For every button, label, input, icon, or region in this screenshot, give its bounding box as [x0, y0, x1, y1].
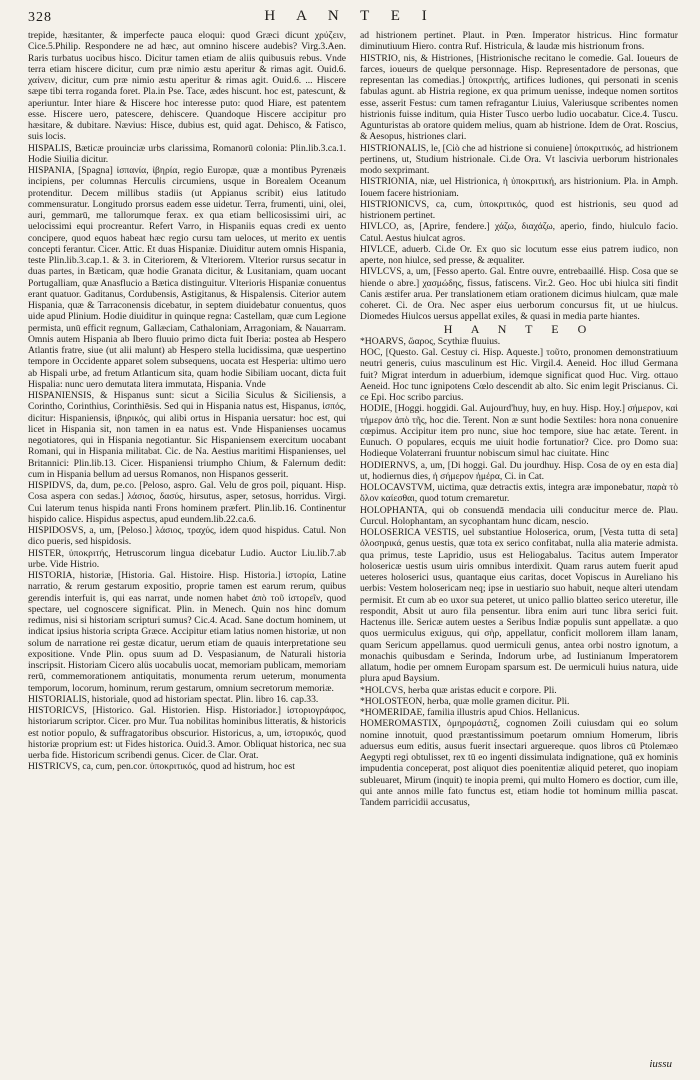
dictionary-entry: HIVLCO, as, [Aprire, fendere.] χάζω, διαχάζω, aperio, findo, hiulculo facio. Catul. Aestus hiulcat agros. — [360, 221, 678, 244]
dictionary-entry: HISTRIONICVS, ca, cum, ὑποκριτικός, quod est histrionis, seu quod ad histrionem pertinet. — [360, 198, 678, 221]
catchword: iussu — [649, 1058, 672, 1070]
dictionary-entry: HODIERNVS, a, um, [Di hoggi. Gal. Du jourdhuy. Hisp. Cosa de oy en esta dia] ut, hodiernus dies, ἡ σήμερον ἡμέρα, Ci. in Cat. — [360, 459, 678, 482]
dictionary-entry: *HOLCVS, herba quæ aristas educit e corpore. Pli. — [360, 684, 557, 696]
dictionary-entry: HIVLCE, aduerb. Ci.de Or. Ex quo sic locutum esse eius patrem iudico, non aperte, non hiulce, sed presse, & æqualiter. — [360, 243, 678, 266]
dictionary-entry: HOC, [Questo. Gal. Cestuy ci. Hisp. Aqueste.] τοῦτο, pronomen demonstratiuum neutri generis, cuius masculinum est Hic. Virgil.4. Aeneid. Hoc illud Germana fuit? Migrat interdum in aduerbium, idemque significat quod Huc. Virg. ottauo Aeneid. Hoc tunc ignipotens Cœlo descendit ab alto. Sic enim legit Priscianus. Ci. ce Epi. Hoc scribo parcius. — [360, 347, 678, 403]
dictionary-entry: *HOARVS, ὥαρος, Scythiæ fluuius. — [360, 335, 501, 347]
dictionary-entry: HISPANIENSIS, & Hispanus sunt: sicut a Sicilia Siculus & Siciliensis, a Corintho, Corinthius, Corinthiēsis. Sed qui in Hispania natus est, Hispanus, ἰσπός, dicitur: Hispaniensis, ἰβηρικός, qui alibi ortus in Hispania uersatur: hoc est, qui licet in Hispania sit, non tamen in ea natus est. Vnde Hispanienses uocamus negotiatores, qui in Hispania negotiantur. Sic Hispaniensem exercitum uocabant Romani, qui in Hispania militabat. Cic. de Na. Aestius maritimi Hispanienses, uel Britannici: Plin.lib.13. Cicer. Hispaniensi triumpho Chium, & Falernum dedit: cum in Hispania bellum ad uersus Romanos, non Hispanos gesserit. — [28, 390, 346, 480]
dictionary-entry: HISTORICVS, [Historico. Gal. Historien. Hisp. Historiador.] ἱστοριογράφος, historiarum scriptor. Cicer. pro Mur. Tua nobilitas hominibus litteratis, & historicis est notior populo, & suffragatoribus obscurior. Historicus, a, um, ἱστορικός, quod historiæ proprium est: ut Fides historica. Ouid.3. Amor. Obliquat historica, nec sua uerba fide. Historicum scribendi genus. Cicer. de Clar. Orat. — [28, 705, 346, 761]
dictionary-entry: *HOLOSTEON, herba, quæ molle gramen dicitur. Pli. — [360, 695, 570, 707]
running-head: H A N T E I — [264, 8, 436, 24]
dictionary-entry: HISTER, ὑποκριτής, Hetruscorum lingua dicebatur Ludio. Auctor Liu.lib.7.ab urbe. Vide Histrio. — [28, 547, 346, 570]
dictionary-entry: HISTORIA, historiæ, [Historia. Gal. Histoire. Hisp. Historia.] ἱστορία, Latine narratio, & rerum gestarum expositio, proprie tamen est earum rerum, quibus gerendis interfuit is, qui eas narrat, unde nomen habet ἀπὸ τοῦ ἱστορεῖν, quod spectare, uel cognoscere significat. Plin. in Menech. Quin nos hinc domum redimus, nisi si historiam scripturi sumus? Cic.4. Acad. Sane doctum hominem, ut indicat ipsius historia scripta Græce. Accipitur etiam latius nomen historiæ, ut non solum de narratione rei gestæ dicatur, uerum etiam de quauis interpretatione seu expositione. Vnde Plin. opus suum ad D. Vespasianum, de Naturali historia inscripsit. Historiam Cicero alüs uocabulis uocat, memoriam publicam, memoriam rerū, commemorationem antiquitatis, monumenta rerum ueterum, monumenta temporum, locorum, hominum, rerum gestarum, omnium secretorum memoriæ. — [28, 570, 346, 694]
right-column — [360, 30, 678, 1070]
dictionary-entry: HISTRIO, nis, & Histriones, [Histrionische recitano le comedie. Gal. Ioueurs de farces, ioueurs de quelque personnage. Hisp. Representadore de personas, que representan las comedias.] ὑποκριτής, artifices ludiones, qui personati in scenis fabulas agunt. ab Histria regione, ex qua primum uenisse, indeque nomen sortitos esse, asserit Festus: cum tamen refragantur Liuius, Valeriusque scribentes nomen histrionis fuisse inditum, quia Hister Tusco uerbo ludio uocabatur. Cice.4. Tuscu. Agunturistas ab oratore quidem melius, quam ab histrione. Idem de Orat. Roscius, & Aesopus, histriones clari. — [360, 52, 678, 143]
left-column — [28, 30, 346, 1070]
dictionary-entry: *HOMERIDAE, familia illustris apud Chios. Hellanicus. — [360, 707, 580, 718]
dictionary-entry: HODIE, [Hoggi. hoggidi. Gal. Aujourd'huy, huy, en huy. Hisp. Hoy.] σήμερον, καὶ τήμερον ἀπὸ τῆς, hoc die. Terent. Non æ sunt hodie Sextiles: hora nona conuenire cœpimus. Accipitur item pro nunc, siue hoc tempore, siue hac ætate. Terent. in Eunuch. O populares, ecquis me uiuit hodie fortunatior? Cice. pro Domo sua: Hodieque Volaterrani fruuntur nobiscum simul hac ciuitate. Hinc — [360, 403, 678, 460]
dictionary-entry: HOLOCAVSTVM, uictima, quæ detractis extis, integra aræ imponebatur, παρὰ τὸ ὅλον καίεσθαι, quod totum cremaretur. — [360, 482, 678, 505]
page-number: 328 — [28, 10, 52, 25]
dictionary-entry: HISPALIS, Bæticæ prouinciæ urbs clarissima, Romanorū colonia: Plin.lib.3.ca.1. Hodie Siuilia dicitur. — [28, 142, 346, 165]
dictionary-entry: HISPIDVS, da, dum, pe.co. [Peloso, aspro. Gal. Velu de gros poil, piquant. Hisp. Cosa aspera con sedas.] λάσιος, δασύς, hirsutus, asper, setosus, horridus. Virgi. Cui laterum tenus hispida nanti Frons hominem præfert. Plin.lib.16. Continentur hispido calice. Hispidus aspectus, apud eundem.lib.22.ca.6. — [28, 480, 346, 525]
dictionary-entry: HIVLCVS, a, um, [Fesso aperto. Gal. Entre ouvre, entrebaaillé. Hisp. Cosa que se hiende o abre.] χασμώδης, fissus, fatiscens. Vir.2. Geo. Hoc ubi hiulca siti findit Canis æstifer arua. Per translationem etiam orationem dicimus hiulcam, quæ male coheret. Ci. de Ora. Nec asper eius uerborum concursus fit, ut ue hiulcus. Diomedes Hiulcos uersus appellat exiles, & quasi in media parte hiantes. — [360, 266, 678, 323]
dictionary-entry: ad histrionem pertinet. Plaut. in Pœn. Imperator histricus. Hinc formatur diminutiuum Hiero. contra Ruf. Histricula, & laudæ mis histrionum frons. — [360, 30, 678, 53]
dictionary-entry: HISTRIONIA, niæ, uel Histrionica, ἡ ὑποκριτική, ars histrionium. Pla. in Amph. Iouem facere histrioniam. — [360, 176, 678, 199]
dictionary-entry: trepide, hæsitanter, & imperfecte pauca eloqui: quod Græci dicunt χρύζειν, Cice.5.Philip. Respondere ne ad hæc, aut omnino hiscere audebis? Virg.3.Aen. Raris turbatus uocibus hisco. Dicitur tamen etiam de aliis quibusuis rebus. Vnde terra etiam hiscere dicitur, cum præ nimio æstu aperitur & rimas agit. Ouid.6. χαίνειν, dicitur, cum præ nimio æstu aperitur & rimas agit. Ouid.6. ... Hiscere sæpe tibi terra roganda foret. Pla.in Pse. Tace, ædes hiscunt. hoc est, patescunt, & aperiuntur. Inter hiare & Hiscere hoc interesse puto: quod Hiare, est patentem esse. Hiscere uero, patescere, dehiscere. Quandoque Hiscere accipitur pro hæsitare, & dubitare. Nævius: Hisce, dubius est, quid agat. Dehisco, & Fatisco, suis locis. — [28, 30, 346, 143]
dictionary-entry: HISTRICVS, ca, cum, pen.cor. ὑποκριτικός, quod ad histrum, hoc est — [28, 761, 295, 773]
dictionary-entry: HISTRIONALIS, le, [Ciò che ad histrione si conuiene] ὑποκριτικός, ad histrionem pertinens, ut, Studium histrionale. Ci.de Ora. Vt lascivia uerborum histrionales modo sexprimant. — [360, 142, 678, 176]
dictionary-entry: HISPANIA, [Spagna] ἰσπανία, ἰβηρία, regio Europæ, quæ a montibus Pyrenæis incipiens, per columnas Herculis circumiens, usque in Borealem Oceanum protenditur. Decem millibus stadiis (ut Appianus scribit) eius latitudo commensuratur. Longitudo prorsus eadem esse uidetur. Terra, frumenti, uini, olei, auri, gemmarū, me tallorumque ferax. ex qua etiam bellicosissimi uiri, ac uelocissimi equi procreantur. Refert Varro, in Hispaniis equas credi ex uento concipere, quod equos habeat hæc regio cursu tam ueloces, ut merito ex uentis concepti ferantur. Cicer. Attic. Et duas Hispaniæ. Diuiditur autem omnis Hispania, teste Plin.lib.3.cap.1. & 3. in Citeriorem, & Vlteriorem. Vlterior rursus secatur in duas partes, in Bæticam, quæ hodie Granata dicitur, & Lusitaniam, quam uocant Portugalliam, quæ Anasflucio a Bætica distinguitur. Vlterioris Hispaniæ conuentus erant quatuor. Gaditanus, Cordubensis, Astigitanus, & Hispalensis. Citerior autem Hispania, quæ & Tarraconensis dicebatur, in septem diuidebatur conuentus, quos uide apud Plinium. Hodie diuiditur in quinque regna: Castellam, quæ cum Legione permista, unū efficit regnum, Gallæciam, Cathaloniam, Arragoniam, & Nauarram. Omnis autem Hispania ab Ibero fluuio primo dicta fuit Iberia: postea ab Hespero Atlantis fratre, siue (ut alii malunt) ab Hespero stella lucidissima, quæ uespertino tempore in Occidente apparet solem subsequens, uocata est Hesperia: ultimo uero ab Hispali urbe, ad fretum Atlanticum sita, quam hodie Sibiliam uocant, dicta fuit Hispalia: nunc uero demutata litera immutata, Hispania. Vnde — [28, 165, 346, 390]
dictionary-entry: HOLOSERICA VESTIS, uel substantiue Holoserica, orum, [Vesta tutta di seta] ὁλοσηρικά, genus uestis, quæ tota ex serico confitabat, nulla alia materie admista. qua primus, teste Lapridio, usus est Heliogabalus. Tacitus autem Imperator holosericæ uestis usum uiris omnibus interdixit. Quam rarus autem fuerit apud ueteres holoserici usus, quantaque eius caritas, docet Vopiscus in Aureliano his uerbis: Vestem holosericam neq; ipse in uestiario suo habuit, neque alteri utendam permisit. Et cum ab eo uxor sua peteret, ut unico pallio blatteo serico uteretur, ille respondit, Absit ut auro fila pensentur. libra enim auri tunc libra serici fuit. Hactenus ille. Sericæ autem uestes a Seribus Indiæ populis sunt appellatæ. a quo quos uermiculus exiguus, qui σὴρ, appellatur, conficit mollorem illam lanam, quam Sericum appellamus. quod uermiculi genus, antea orbi nostro ignotum, a monachis quibusdam e Serinda, Indorum urbe, ad Iustinianum Imperatorem allatum, hodie per omnem Europam sparsum est. De uermiculi huius natura, uide plura apud Baysium. — [360, 527, 678, 685]
dictionary-entry: HOLOPHANTA, qui ob consuendā mendacia uili conducitur merce de. Plau. Curcul. Holophantam, an sycophantam hunc dicam, nescio. — [360, 504, 678, 527]
dictionary-entry: HISPIDOSVS, a, um, [Peloso.] λάσιος, τραχύς, idem quod hispidus. Catul. Non dico pueris, sed hispidosis. — [28, 525, 346, 548]
section-heading: H A N T E O — [443, 321, 595, 336]
dictionary-entry: HISTORIALIS, historiale, quod ad historiam spectat. Plin. libro 16. cap.33. — [28, 693, 319, 705]
dictionary-entry: HOMEROMASTIX, ὁμηρομάστιξ, cognomen Zoili cuiusdam qui eo solum nomine innotuit, quod præstantissimum poetarum omnium Homerum, libris aduersus eum editis, ausus fuerit insectari arguereque. quos libros cū Ptolemæo Aegypti regi obtulisset, rex tū eo ingenti dissimulata indignatione, quā ex hominis impudentia conceperat, post aliquot dies poenitentiæ aliquid peteret, quo inopiam subleuaret, Mirum (inquit) te inopia premi, qui multo Homero es doctior, cum ille, qui ante annos mille fato functus est, etiam hodie tot hominum millia pascat. Tandem parricidii accusatus, — [360, 718, 678, 808]
page-header — [28, 8, 672, 30]
